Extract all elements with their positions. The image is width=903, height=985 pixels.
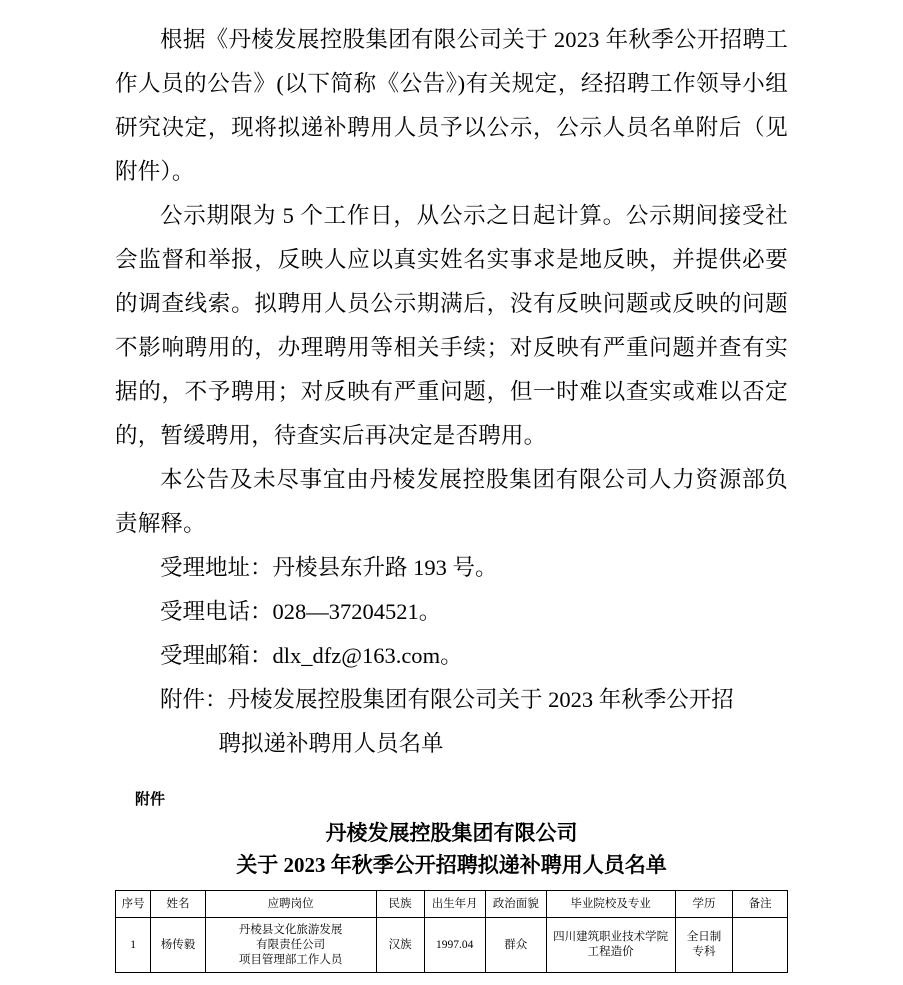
cell-birth: 1997.04 bbox=[424, 918, 485, 973]
cell-education-line-2: 专科 bbox=[692, 946, 716, 958]
cell-post bbox=[205, 918, 376, 973]
header-post: 应聘岗位 bbox=[205, 891, 376, 918]
roster-title bbox=[115, 818, 788, 880]
cell-post-line-1: 丹棱县文化旅游发展 bbox=[238, 923, 343, 936]
cell-school-line-2: 工程造价 bbox=[587, 946, 634, 958]
contact-phone: 受理电话：028—37204521。 bbox=[160, 599, 442, 624]
header-seq: 序号 bbox=[116, 891, 151, 918]
cell-remark bbox=[733, 918, 788, 973]
attachment-reference: 附件：丹棱发展控股集团有限公司关于 2023 年秋季公开招 bbox=[160, 687, 734, 712]
cell-seq: 1 bbox=[116, 918, 151, 973]
cell-political: 群众 bbox=[485, 918, 546, 973]
cell-post-line-2: 有限责任公司 bbox=[256, 938, 326, 951]
roster-table bbox=[115, 890, 788, 973]
header-name: 姓名 bbox=[151, 891, 206, 918]
table-row bbox=[116, 918, 788, 973]
attachment-reference-continued: 聘拟递补聘用人员名单 bbox=[218, 731, 444, 756]
paragraph-2: 公示期限为 5 个工作日，从公示之日起计算。公示期间接受社会监督和举报，反映人应以真实姓名实事求是地反映，并提供必要的调查线索。拟聘用人员公示期满后，没有反映问题或反映的问题不影响聘用的，办理聘用等相关手续；对反映有严重问题并查有实据的，不予聘用；对反映有严重问题，但一时难以查实或难以否定的，暂缓聘用，待查实后再决定是否聘用。 bbox=[115, 203, 788, 448]
paragraph-3: 本公告及未尽事宜由丹棱发展控股集团有限公司人力资源部负责解释。 bbox=[115, 467, 788, 536]
contact-address: 受理地址：丹棱县东升路 193 号。 bbox=[160, 555, 498, 580]
cell-education bbox=[675, 918, 733, 973]
header-education: 学历 bbox=[675, 891, 733, 918]
cell-school-line-1: 四川建筑职业技术学院 bbox=[553, 931, 669, 943]
cell-post-line-3: 项目管理部工作人员 bbox=[238, 953, 343, 966]
paragraph-1: 根据《丹棱发展控股集团有限公司关于 2023 年秋季公开招聘工作人员的公告》(以下简称《公告》)有关规定，经招聘工作领导小组研究决定，现将拟递补聘用人员予以公示，公示人员名单附后（见附件）。 bbox=[115, 27, 788, 184]
roster-title-line-1: 丹棱发展控股集团有限公司 bbox=[325, 821, 578, 845]
table-header-row bbox=[116, 891, 788, 918]
cell-school bbox=[546, 918, 675, 973]
header-remark: 备注 bbox=[733, 891, 788, 918]
header-political: 政治面貌 bbox=[485, 891, 546, 918]
roster-title-line-2: 关于 2023 年秋季公开招聘拟递补聘用人员名单 bbox=[236, 853, 667, 877]
header-school: 毕业院校及专业 bbox=[546, 891, 675, 918]
attachment-label: 附件 bbox=[135, 792, 166, 808]
header-ethnicity: 民族 bbox=[376, 891, 424, 918]
cell-name: 杨传毅 bbox=[151, 918, 206, 973]
header-birth: 出生年月 bbox=[424, 891, 485, 918]
cell-education-line-1: 全日制 bbox=[686, 931, 722, 943]
cell-ethnicity: 汉族 bbox=[376, 918, 424, 973]
contact-email: 受理邮箱：dlx_dfz@163.com。 bbox=[160, 643, 463, 668]
